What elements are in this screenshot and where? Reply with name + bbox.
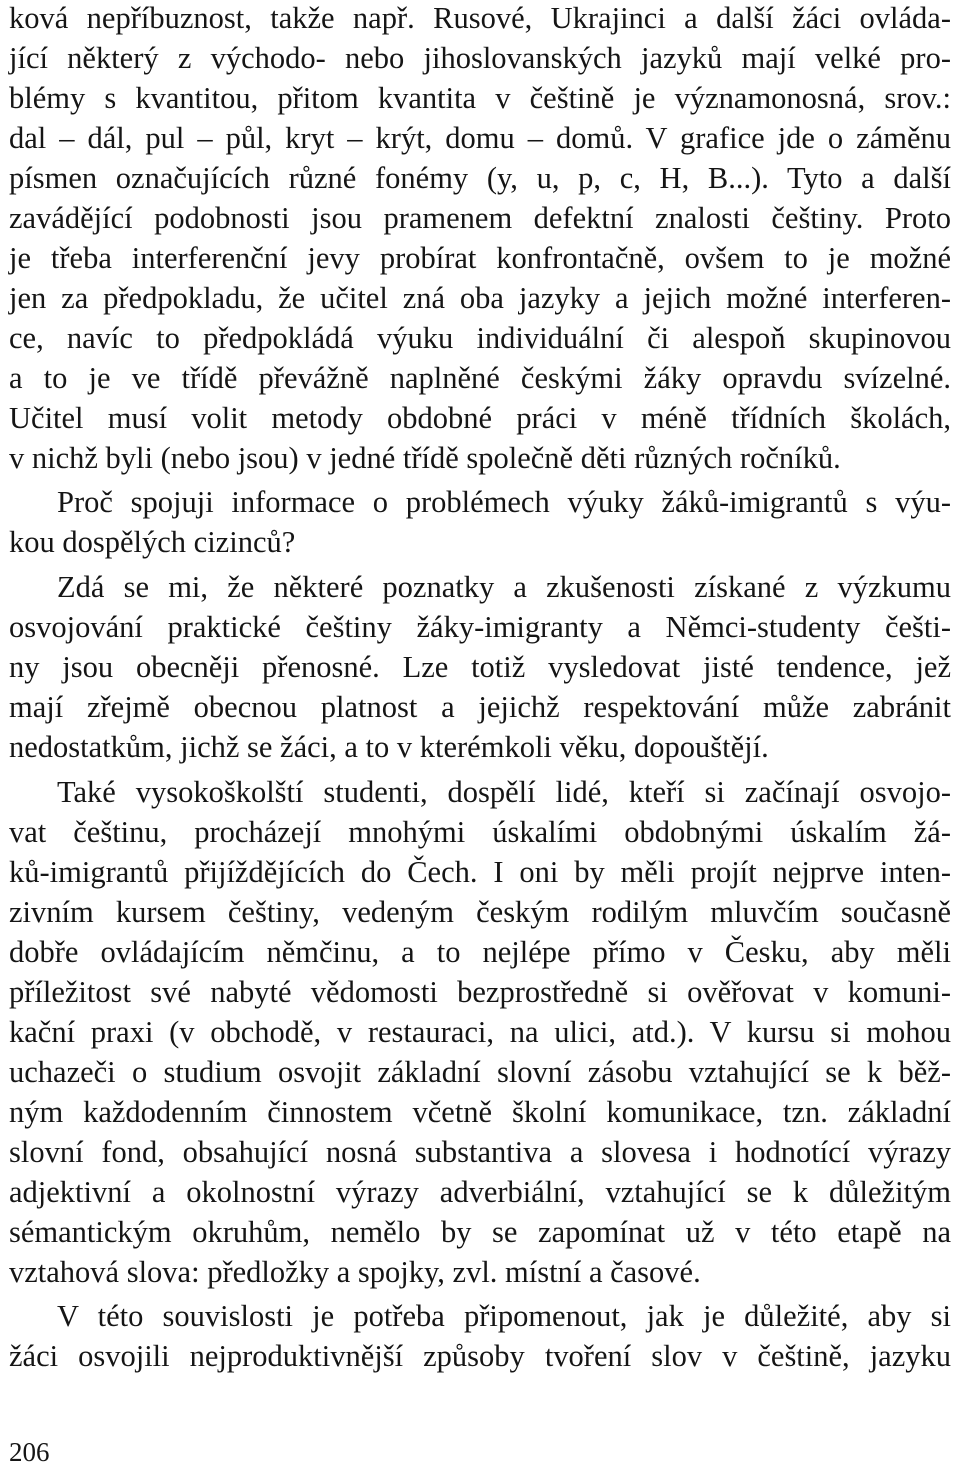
text-line: mají zřejmě obecnou platnost a jejichž respektování může zabránit <box>9 690 951 724</box>
text-line: zavádějící podobnosti jsou pramenem defektní znalosti češtiny. Proto <box>9 201 951 235</box>
text-line: v nichž byli (nebo jsou) v jedné třídě společně děti různých ročníků. <box>9 441 841 475</box>
text-line: dal – dál, pul – půl, kryt – krýt, domu – domů. V grafice jde o záměnu <box>9 121 951 155</box>
text-line: ným každodenním činnostem včetně školní komunikace, tzn. základní <box>9 1095 951 1129</box>
text-line: dobře ovládajícím němčinu, a to nejlépe přímo v Česku, aby měli <box>9 935 951 969</box>
text-line: blémy s kvantitou, přitom kvantita v češtině je významonosná, srov.: <box>9 81 951 115</box>
page-number: 206 <box>9 1437 50 1467</box>
text-line: vat češtinu, procházejí mnohými úskalími obdobnými úskalím žá- <box>9 815 951 849</box>
text-line: ce, navíc to předpokládá výuku individuální či alespoň skupinovou <box>9 321 951 355</box>
paragraph-first-line: Zdá se mi, že některé poznatky a zkušenosti získané z výzkumu <box>57 570 951 604</box>
text-line: jící některý z východo- nebo jihoslovanských jazyků mají velké pro- <box>9 41 951 75</box>
text-line: osvojování praktické češtiny žáky-imigranty a Němci-studenty češti- <box>9 610 951 644</box>
text-line: uchazeči o studium osvojit základní slovní zásobu vztahující se k běž- <box>9 1055 951 1089</box>
text-line: ků-imigrantů přijíždějících do Čech. I oni by měli projít nejprve inten- <box>9 855 951 889</box>
paragraph-first-line: Také vysokoškolští studenti, dospělí lidé, kteří si začínají osvojo- <box>57 775 951 809</box>
text-line: kační praxi (v obchodě, v restauraci, na ulici, atd.). V kursu si mohou <box>9 1015 951 1049</box>
text-line: je třeba interferenční jevy probírat konfrontačně, ovšem to je možné <box>9 241 951 275</box>
text-line: slovní fond, obsahující nosná substantiva a slovesa i hodnotící výrazy <box>9 1135 951 1169</box>
text-line: zivním kursem češtiny, vedeným českým rodilým mluvčím současně <box>9 895 951 929</box>
text-line: a to je ve třídě převážně naplněné českými žáky opravdu svízelné. <box>9 361 951 395</box>
text-line: Učitel musí volit metody obdobné práci v méně třídních školách, <box>9 401 951 435</box>
text-line: písmen označujících různé fonémy (y, u, p, c, H, B...). Tyto a další <box>9 161 951 195</box>
text-line: příležitost své nabyté vědomosti bezprostředně si ověřovat v komuni- <box>9 975 951 1009</box>
text-line: žáci osvojili nejproduktivnější způsoby tvoření slov v češtině, jazyku <box>9 1339 951 1373</box>
text-line: adjektivní a okolnostní výrazy adverbiální, vztahující se k důležitým <box>9 1175 951 1209</box>
paragraph-first-line: V této souvislosti je potřeba připomenout, jak je důležité, aby si <box>57 1299 951 1333</box>
text-line: vztahová slova: předložky a spojky, zvl. místní a časové. <box>9 1255 701 1289</box>
text-line: jen za předpokladu, že učitel zná oba jazyky a jejich možné interferen- <box>9 281 951 315</box>
paragraph-first-line: Proč spojuji informace o problémech výuky žáků-imigrantů s výu- <box>57 485 951 519</box>
text-line: ková nepříbuznost, takže např. Rusové, Ukrajinci a další žáci ovláda- <box>9 1 951 35</box>
text-line: sémantickým okruhům, nemělo by se zapomínat už v této etapě na <box>9 1215 951 1249</box>
text-line: kou dospělých cizinců? <box>9 525 296 559</box>
text-line: ny jsou obecněji přenosné. Lze totiž vysledovat jisté tendence, jež <box>9 650 951 684</box>
text-line: nedostatkům, jichž se žáci, a to v kterémkoli věku, dopouštějí. <box>9 730 769 764</box>
